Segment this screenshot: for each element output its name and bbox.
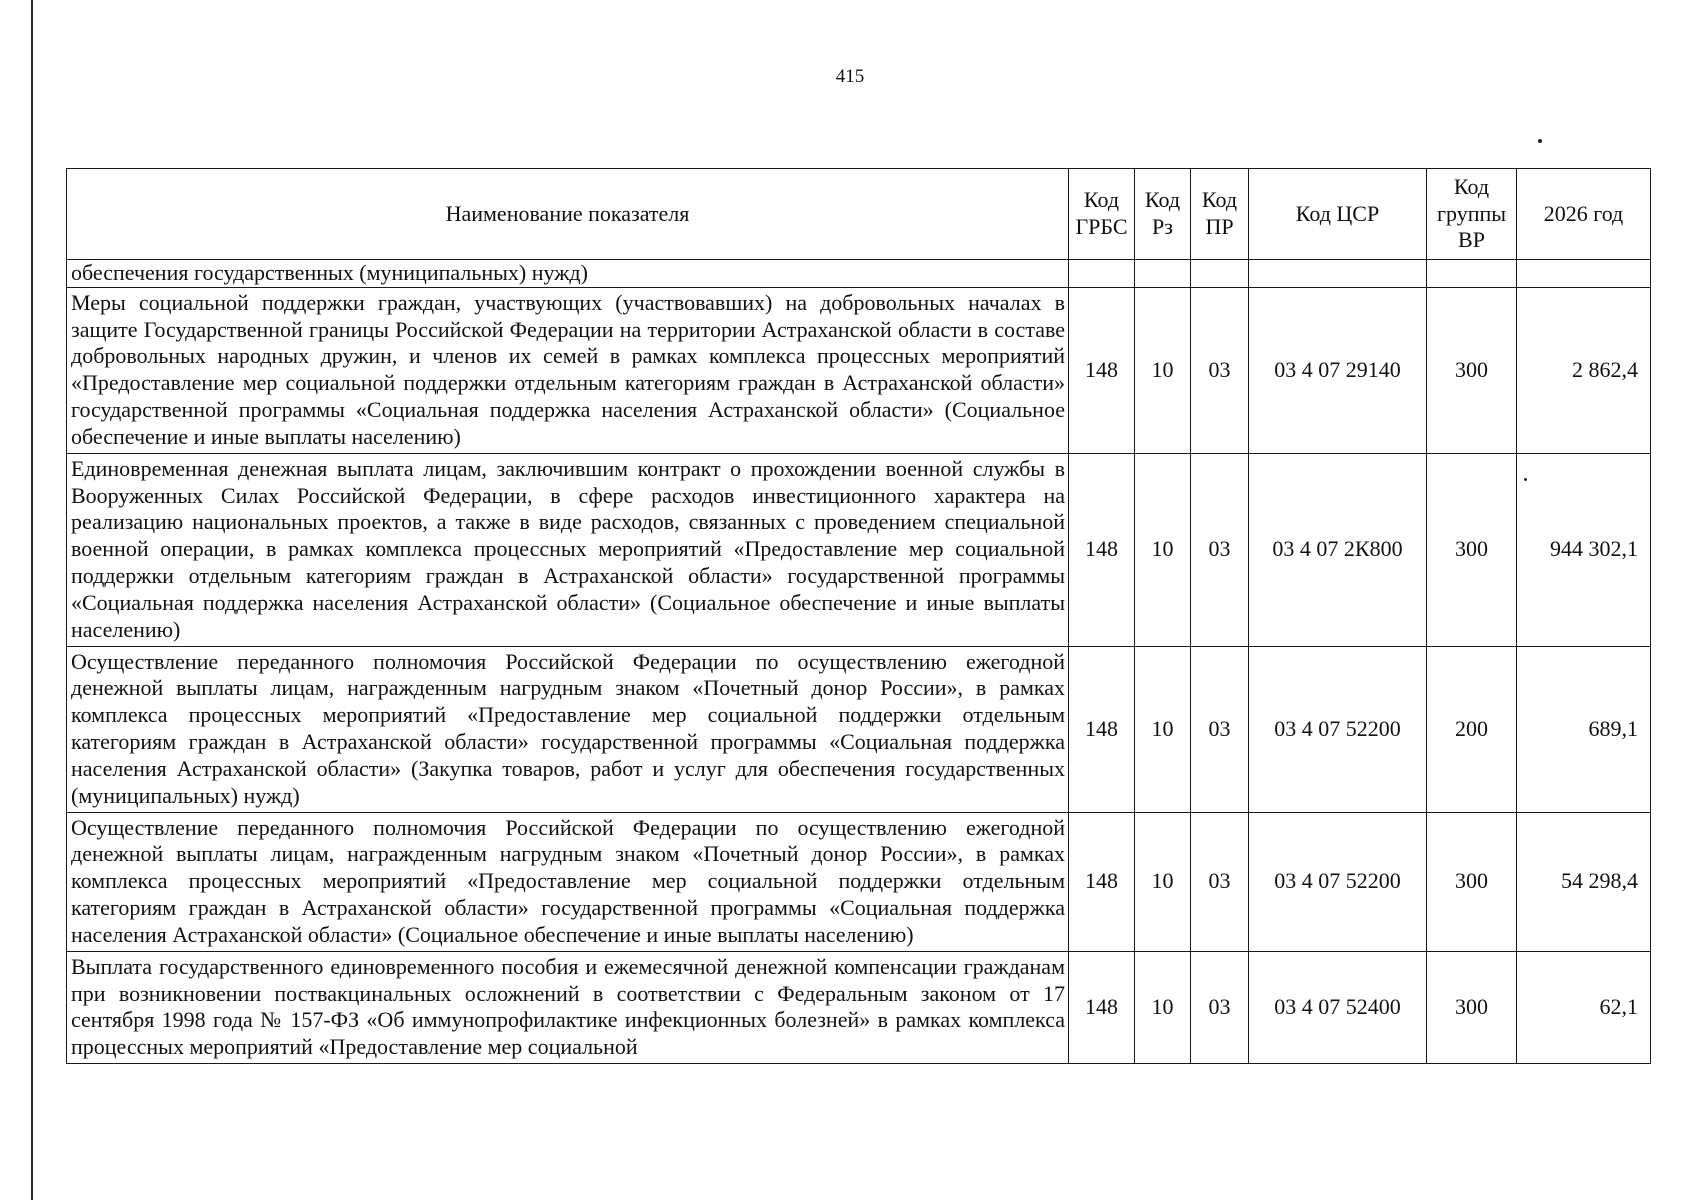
cell-csr: 03 4 07 52400 [1249,951,1427,1063]
cell-vr: 200 [1427,646,1517,812]
cell-vr: 300 [1427,287,1517,453]
cell-name: Меры социальной поддержки граждан, участвующих (участвовавших) на добровольных началах в защите Государственной границы Российской Федерации на территории Астраханской области в составе добровольных народных дружин, и членов их семей в рамках комплекса процессных мероприятий «Предоставление мер социальной поддержки отдельным категориям граждан в Астраханской области» государственной программы «Социальная поддержка населения Астраханской области» (Социальное обеспечение и иные выплаты населению) [67,287,1069,453]
header-name: Наименование показателя [67,169,1069,260]
cell-rz: 10 [1135,812,1191,951]
cell-name: Осуществление переданного полномочия Российской Федерации по осуществлению ежегодной денежной выплаты лицам, награжденным нагрудным знаком «Почетный донор России», в рамках комплекса процессных мероприятий «Предоставление мер социальной поддержки отдельным категориям граждан в Астраханской области» государственной программы «Социальная поддержка населения Астраханской области» (Социальное обеспечение и иные выплаты населению) [67,812,1069,951]
table-row [67,951,1651,1063]
header-pr: Код ПР [1191,169,1249,260]
cell-pr: 03 [1191,646,1249,812]
cell-csr: 03 4 07 29140 [1249,287,1427,453]
cell-pr: 03 [1191,951,1249,1063]
cell-rz: 10 [1135,453,1191,646]
cell-csr: 03 4 07 2К800 [1249,453,1427,646]
header-csr: Код ЦСР [1249,169,1427,260]
cell-amount [1517,260,1651,288]
header-grbs: Код ГРБС [1069,169,1135,260]
table-header-row [67,169,1651,260]
table-row [67,646,1651,812]
scan-speck [1538,139,1542,143]
expenditure-table [66,168,1651,1064]
header-year: 2026 год [1517,169,1651,260]
header-vr: Код группы ВР [1427,169,1517,260]
header-rz: Код Рз [1135,169,1191,260]
cell-amount: 2 862,4 [1517,287,1651,453]
cell-grbs: 148 [1069,951,1135,1063]
cell-amount: 689,1 [1517,646,1651,812]
cell-pr: 03 [1191,453,1249,646]
cell-rz [1135,260,1191,288]
cell-grbs: 148 [1069,287,1135,453]
cell-grbs: 148 [1069,646,1135,812]
cell-grbs: 148 [1069,453,1135,646]
cell-name: Выплата государственного единовременного пособия и ежемесячной денежной компенсации гражданам при возникновении поствакцинальных осложнений в соответствии с Федеральным законом от 17 сентября 1998 года № 157-ФЗ «Об иммунопрофилактике инфекционных болезней» в рамках комплекса процессных мероприятий «Предоставление мер социальной [67,951,1069,1063]
cell-vr: 300 [1427,812,1517,951]
cell-name: Осуществление переданного полномочия Российской Федерации по осуществлению ежегодной денежной выплаты лицам, награжденным нагрудным знаком «Почетный донор России», в рамках комплекса процессных мероприятий «Предоставление мер социальной поддержки отдельным категориям граждан в Астраханской области» государственной программы «Социальная поддержка населения Астраханской области» (Закупка товаров, работ и услуг для обеспечения государственных (муниципальных) нужд) [67,646,1069,812]
cell-grbs [1069,260,1135,288]
table-row-continuation [67,260,1651,288]
cell-rz: 10 [1135,646,1191,812]
cell-name: обеспечения государственных (муниципальных) нужд) [67,260,1069,288]
table-row [67,453,1651,646]
cell-pr: 03 [1191,287,1249,453]
cell-csr: 03 4 07 52200 [1249,646,1427,812]
cell-name: Единовременная денежная выплата лицам, заключившим контракт о прохождении военной службы в Вооруженных Силах Российской Федерации, в сфере расходов инвестиционного характера на реализацию национальных проектов, а также в виде расходов, связанных с проведением специальной военной операции, в рамках комплекса процессных мероприятий «Предоставление мер социальной поддержки отдельным категориям граждан в Астраханской области» государственной программы «Социальная поддержка населения Астраханской области» (Социальное обеспечение и иные выплаты населению) [67,453,1069,646]
table-row [67,812,1651,951]
cell-pr: 03 [1191,812,1249,951]
cell-amount: 62,1 [1517,951,1651,1063]
cell-amount: 54 298,4 [1517,812,1651,951]
cell-vr: 300 [1427,453,1517,646]
cell-amount: 944 302,1 [1517,453,1651,646]
cell-vr [1427,260,1517,288]
binding-line [31,0,33,1200]
cell-csr [1249,260,1427,288]
cell-rz: 10 [1135,951,1191,1063]
cell-vr: 300 [1427,951,1517,1063]
cell-csr: 03 4 07 52200 [1249,812,1427,951]
cell-pr [1191,260,1249,288]
table-row [67,287,1651,453]
cell-rz: 10 [1135,287,1191,453]
cell-grbs: 148 [1069,812,1135,951]
page-number: 415 [835,66,865,87]
